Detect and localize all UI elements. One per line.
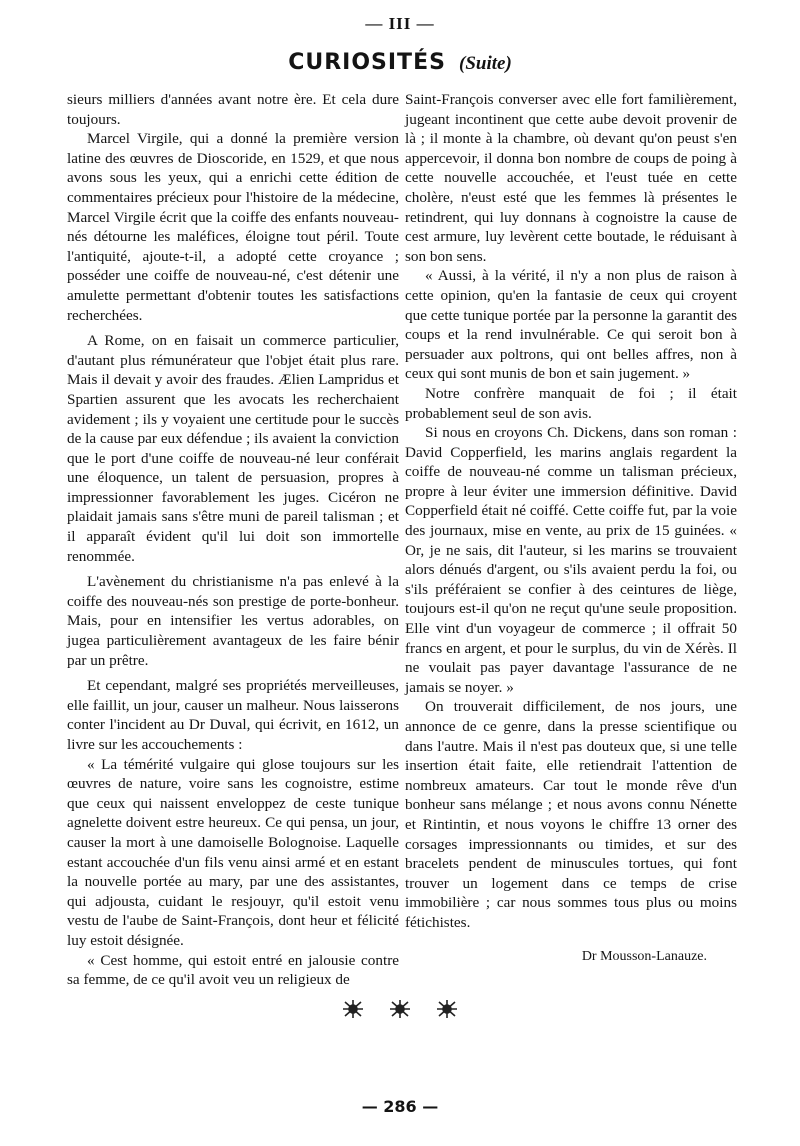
- right-column: [405, 90, 737, 966]
- title-main: CURIOSITÉS: [288, 50, 446, 75]
- author-signature: Dr Mousson-Lanauze.: [581, 948, 707, 964]
- fleuron-icon: [387, 998, 413, 1020]
- ornament-row: [0, 998, 800, 1020]
- paragraph: Et cependant, malgré ses propriétés merveilleuses, elle faillit, un jour, causer un malheur. Nous laisserons conter l'incident au Dr Duval, qui écrivit, en 1612, un livre sur les accouchements :: [67, 677, 399, 753]
- page-folio: — 286 —: [361, 1097, 439, 1116]
- fleuron-icon: [434, 998, 460, 1020]
- paragraph: Si nous en croyons Ch. Dickens, dans son roman : David Copperfield, les marins anglais regardent la coiffe de nouveau-né comme un talisman précieux, propre à leur éviter une immersion définitive. David Copperfield était né coiffé. Cette coiffe fut, par la voie des journaux, mise en vente, au prix de 15 guinées. « Or, je ne sais, dit l'auteur, si les marins se trouvaient alors dénués d'argent, ou s'ils avaient perdu la foi, ou s'ils préféraient se confier à des ceintures de liège, toujours est-il qu'on ne reçut qu'une seule proposition. Elle vint d'un voyageur de commerce ; il offrait 50 francs en argent, et pour le surplus, du vin de Xérès. Il ne voulait pas payer davantage l'assurance de ne jamais se noyer. »: [405, 424, 737, 696]
- paragraph: On trouverait difficilement, de nos jours, une annonce de ce genre, dans la presse scientifique ou dans l'autre. Mais il n'est pas douteux que, si une telle insertion était faite, elle retiendrait l'attention de nombreux amateurs. Car tout le monde rêve d'un bonheur sans mélange ; et nous avons connu Nénette et Rintintin, et nous voyons le chiffre 13 orner des corsages impressionnants ou timides, et sur des bracelets pendent de minuscules tortues, qui font trouver un logement dans ce temps de crise immobilière ; car nous sommes tous plus ou moins fétichistes.: [405, 698, 737, 931]
- quote-paragraph: « Aussi, à la vérité, il n'y a non plus de raison à cette opinion, qu'en la fantasie de ceux qui croyent que cette tunique portée par la personne la garantit des coups et la rend invulnérable. Ce qui seroit bon à persuader aux poltrons, qui ont belles affres, non à ceux qui sont munis de bon et sain jugement. »: [405, 267, 737, 383]
- paragraph: Marcel Virgile, qui a donné la première version latine des œuvres de Dioscoride, en 1529, et que nous avons sous les yeux, qui a enrichi cette édition de commentaires précieux pour l'histoire de la médecine, Marcel Virgile écrit que la coiffe des enfants nouveau-nés détourne les maléfices, éloigne tout péril. Toute l'antiquité, ajoute-t-il, a adopté cette croyance ; posséder une coiffe de nouveau-né, c'est détenir une amulette permettant d'obtenir toutes les satisfactions recherchées.: [67, 130, 399, 324]
- paragraph: A Rome, on en faisait un commerce particulier, d'autant plus rémunérateur que l'objet était plus rare. Mais il devait y avoir des fraudes. Ælien Lampridus et Spartien assurent que les avocats les recherchaient avidement ; ils y voyaient une certitude pour le succès de la cause par eux défendue ; ils avaient la conviction que le port d'une coiffe de nouveau-né leur conférait une éloquence, un talent de persuasion, propres à impressionner favorablement les juges. Cicéron ne plaidait jamais sans s'être muni de pareil talisman ; et il apparaît évident qu'il lui doit son immortelle renommée.: [67, 332, 399, 565]
- page-title: [0, 50, 800, 75]
- quote-paragraph: « La témérité vulgaire qui glose toujours sur les œuvres de nature, voire sans les cognoistre, estime que ceux qui naissent enveloppez de ceste tunique agnelette doivent estre heureux. Ce qui pensa, un jour, causer la mort à une damoiselle Bolognoise. Laquelle estant accouchée d'un fils venu ainsi armé et en estant la nouvelle portée au mary, par une des assistantes, qui adjousta, cuidant le resjouyr, qu'il estoit venu vestu de l'aube de Saint-François, dont heur et félicité luy estoit désignée.: [67, 755, 399, 949]
- section-number: — III —: [365, 14, 435, 33]
- quote-paragraph: Saint-François converser avec elle fort familièrement, jugeant incontinent que cette aube devoit provenir de là ; il monte à la chambre, où devant qu'on peust s'en appercevoir, il donna bon nombre de coups de poing à cette nouvelle accouchée, et l'eust tuée en cette cholère, n'eust esté que les femmes là présentes le retindrent, qui luy donnans à cognoistre la cause de cest armure, luy levèrent cette boutade, le réduisant à son bon sens.: [405, 91, 737, 265]
- paragraph: L'avènement du christianisme n'a pas enlevé à la coiffe des nouveau-nés son prestige de porte-bonheur. Mais, pour en intensifier les vertus adorables, on jugea particulièrement avantageux de les faire bénir par un prêtre.: [67, 573, 399, 669]
- left-column: [67, 90, 399, 990]
- title-suffix: (Suite): [459, 53, 512, 74]
- fleuron-icon: [340, 998, 366, 1020]
- paragraph: sieurs milliers d'années avant notre ère. Et cela dure toujours.: [67, 91, 399, 128]
- paragraph: Notre confrère manquait de foi ; il était probablement seul de son avis.: [405, 384, 737, 422]
- quote-paragraph: « Cest homme, qui estoit entré en jalousie contre sa femme, de ce qu'il avoit veu un religieux de: [67, 951, 399, 989]
